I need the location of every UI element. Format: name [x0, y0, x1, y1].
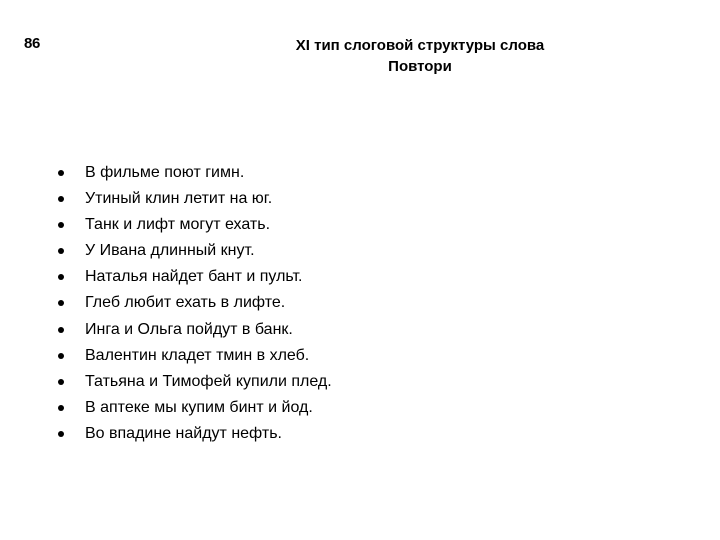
- sentence-text: Инга и Ольга пойдут в банк.: [85, 320, 293, 338]
- bullet-icon: [58, 379, 64, 385]
- bullet-icon: [58, 196, 64, 202]
- bullet-icon: [58, 300, 64, 306]
- bullet-icon: [58, 431, 64, 437]
- sentence-text: Во впадине найдут нефть.: [85, 424, 282, 442]
- sentence-text: Утиный клин летит на юг.: [85, 190, 273, 208]
- title-line-main: XI тип слоговой структуры слова: [295, 37, 545, 54]
- sentence-text: У Ивана длинный кнут.: [85, 242, 255, 260]
- slide-title: [180, 35, 660, 77]
- bullet-icon: [58, 327, 64, 333]
- bullet-icon: [58, 222, 64, 228]
- sentence-text: Наталья найдет бант и пульт.: [85, 268, 303, 286]
- sentence-text: Танк и лифт могут ехать.: [85, 216, 271, 234]
- bullet-icon: [58, 274, 64, 280]
- sentence-text: В аптеке мы купим бинт и йод.: [85, 398, 313, 416]
- sentence-text: Глеб любит ехать в лифте.: [85, 294, 286, 312]
- bullet-icon: [58, 170, 64, 176]
- page-number: 86: [24, 35, 41, 52]
- title-line-subtitle: Повтори: [388, 58, 452, 75]
- sentence-text: Татьяна и Тимофей купили плед.: [85, 372, 332, 390]
- bullet-icon: [58, 248, 64, 254]
- sentence-text: Валентин кладет тмин в хлеб.: [85, 346, 310, 364]
- bullet-icon: [58, 405, 64, 411]
- bullet-icon: [58, 353, 64, 359]
- sentence-text: В фильме поют гимн.: [85, 164, 245, 181]
